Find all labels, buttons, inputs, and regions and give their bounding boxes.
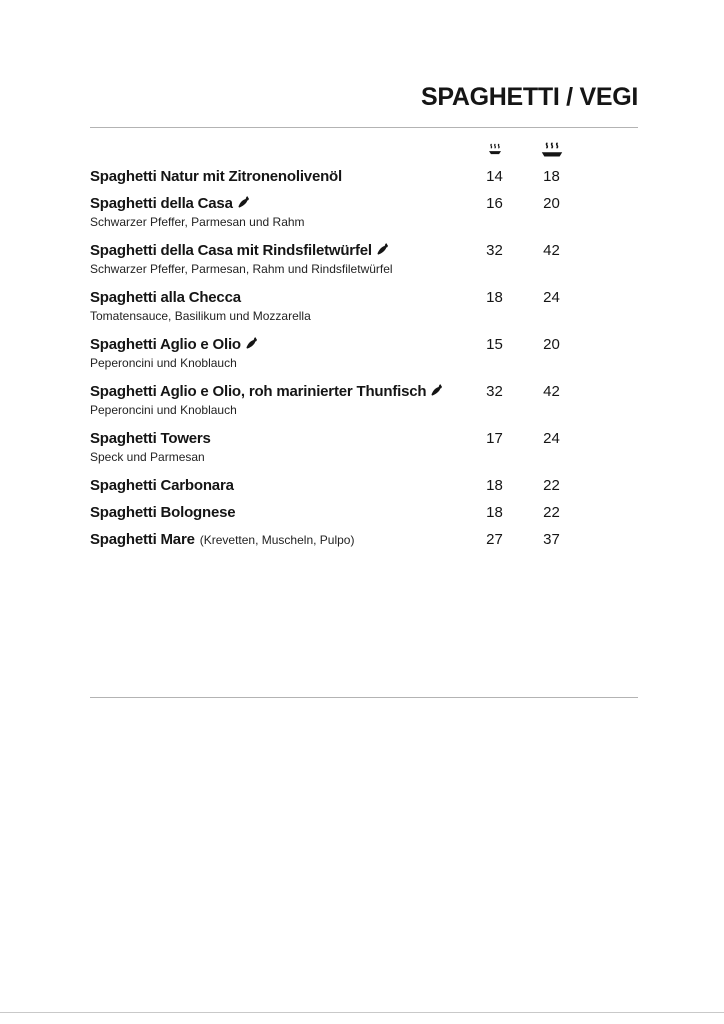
price-small: 32 xyxy=(486,382,503,400)
menu-item-row xyxy=(90,477,638,495)
menu-item-row xyxy=(90,383,638,418)
price-small: 17 xyxy=(486,429,503,447)
item-description: Tomatensauce, Basilikum und Mozzarella xyxy=(90,308,311,323)
divider-bottom xyxy=(90,697,638,698)
page-bottom-edge xyxy=(0,1012,724,1013)
price-large: 22 xyxy=(543,503,560,521)
menu-item-main xyxy=(90,477,638,495)
menu-item-name-wrap xyxy=(90,168,466,186)
page-title: SPAGHETTI / VEGI xyxy=(421,83,638,111)
menu-item-main xyxy=(90,242,638,260)
price-small: 15 xyxy=(486,335,503,353)
menu-item-main xyxy=(90,168,638,186)
divider-top xyxy=(90,127,638,128)
item-description: Schwarzer Pfeffer, Parmesan, Rahm und Rindsfiletwürfel xyxy=(90,261,393,276)
menu-item-name-wrap xyxy=(90,242,466,260)
menu-item-main xyxy=(90,430,638,448)
item-name: Spaghetti Towers xyxy=(90,429,211,447)
menu-item-row xyxy=(90,242,638,277)
price-small: 18 xyxy=(486,288,503,306)
price-small: 14 xyxy=(486,167,503,185)
menu-item-main xyxy=(90,504,638,522)
menu-item-name-wrap xyxy=(90,477,466,495)
price-small: 27 xyxy=(486,530,503,548)
price-large: 42 xyxy=(543,382,560,400)
item-description: Speck und Parmesan xyxy=(90,449,205,464)
menu-item-row xyxy=(90,504,638,522)
item-name: Spaghetti alla Checca xyxy=(90,288,241,306)
item-name: Spaghetti Aglio e Olio, roh marinierter Thunfisch xyxy=(90,382,427,400)
menu-item-name-wrap xyxy=(90,504,466,522)
chili-icon xyxy=(431,384,442,396)
price-large: 22 xyxy=(543,476,560,494)
menu-item-name-wrap xyxy=(90,531,466,549)
price-large: 18 xyxy=(543,167,560,185)
item-description: Peperoncini und Knoblauch xyxy=(90,402,237,417)
chili-icon xyxy=(377,243,388,255)
menu-item-name-wrap xyxy=(90,383,466,401)
menu-item-name-wrap xyxy=(90,195,466,213)
item-description: Schwarzer Pfeffer, Parmesan und Rahm xyxy=(90,214,305,229)
item-name: Spaghetti della Casa xyxy=(90,194,233,212)
steam-large-portion-icon xyxy=(523,142,580,160)
item-description: Peperoncini und Knoblauch xyxy=(90,355,237,370)
menu-list xyxy=(90,168,638,549)
item-name: Spaghetti Mare xyxy=(90,530,195,548)
price-column-header xyxy=(90,142,638,160)
menu-item-main xyxy=(90,289,638,307)
item-note: (Krevetten, Muscheln, Pulpo) xyxy=(199,532,355,547)
menu-item-main xyxy=(90,383,638,401)
menu-item-row xyxy=(90,289,638,324)
menu-item-row xyxy=(90,168,638,186)
price-large: 24 xyxy=(543,429,560,447)
menu-item-main xyxy=(90,195,638,213)
price-large: 24 xyxy=(543,288,560,306)
item-name: Spaghetti Carbonara xyxy=(90,476,234,494)
price-large: 20 xyxy=(543,335,560,353)
price-small: 18 xyxy=(486,503,503,521)
item-name: Spaghetti Natur mit Zitronenolivenöl xyxy=(90,167,342,185)
price-large: 20 xyxy=(543,194,560,212)
steam-small-portion-icon xyxy=(466,142,523,160)
chili-icon xyxy=(246,337,257,349)
price-small: 32 xyxy=(486,241,503,259)
menu-item-main xyxy=(90,336,638,354)
menu-item-main xyxy=(90,531,638,549)
chili-icon xyxy=(238,196,249,208)
menu-item-row xyxy=(90,336,638,371)
item-name: Spaghetti Bolognese xyxy=(90,503,236,521)
menu-item-row xyxy=(90,430,638,465)
item-name: Spaghetti della Casa mit Rindsfiletwürfel xyxy=(90,241,372,259)
price-small: 18 xyxy=(486,476,503,494)
price-large: 37 xyxy=(543,530,560,548)
menu-item-name-wrap xyxy=(90,289,466,307)
price-small: 16 xyxy=(486,194,503,212)
menu-item-name-wrap xyxy=(90,430,466,448)
menu-item-row xyxy=(90,195,638,230)
price-large: 42 xyxy=(543,241,560,259)
menu-item-name-wrap xyxy=(90,336,466,354)
menu-item-row xyxy=(90,531,638,549)
item-name: Spaghetti Aglio e Olio xyxy=(90,335,241,353)
